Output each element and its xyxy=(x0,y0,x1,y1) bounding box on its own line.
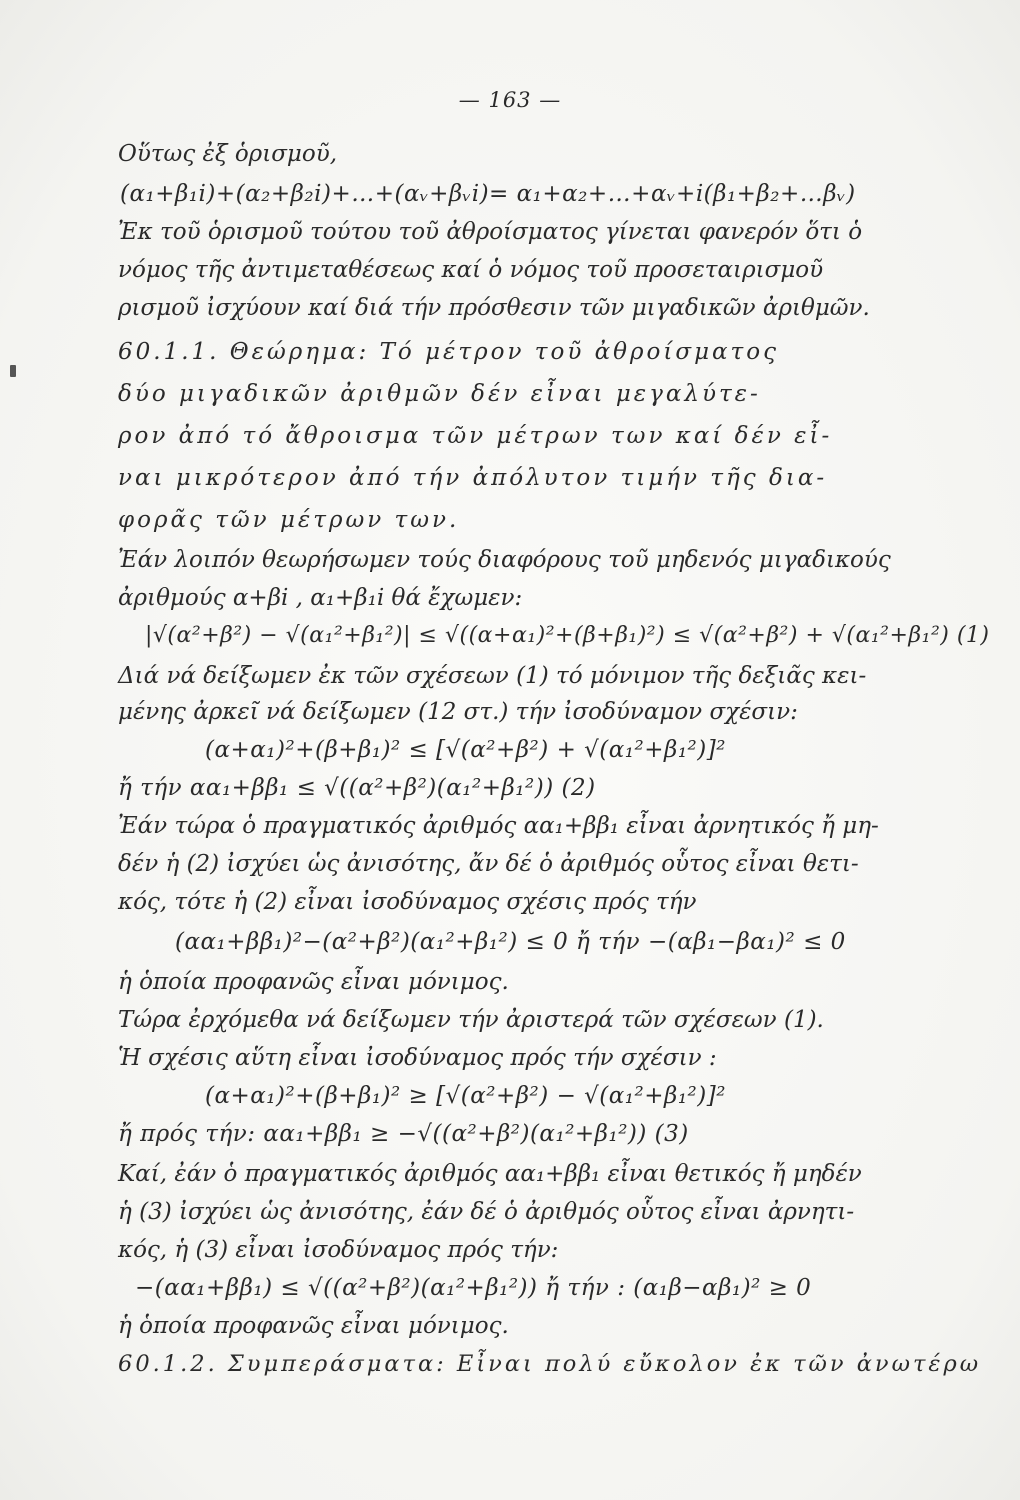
text-line-29: κός, ἡ (3) εἶναι ἰσοδύναμος πρός τήν: xyxy=(118,1237,559,1263)
text-line-18: Ἐάν τώρα ὁ πραγματικός ἀριθμός αα₁+ββ₁ εἶναι ἀρνητικός ἤ μη- xyxy=(118,813,879,839)
theorem-heading: 60.1.1. Θεώρημα: Τό μέτρον τοῦ ἀθροίσματος xyxy=(118,339,780,365)
equation-sum-definition: (α₁+β₁i)+(α₂+β₂i)+…+(αᵥ+βᵥi)= α₁+α₂+…+αᵥ+i(β₁+β₂+…βᵥ) xyxy=(120,181,856,207)
equation-equivalent-left: (α+α₁)²+(β+β₁)² ≥ [√(α²+β²) − √(α₁²+β₁²)]² xyxy=(205,1083,726,1109)
text-line-4: νόμος τῆς ἀντιμεταθέσεως καί ὁ νόμος τοῦ προσεταιρισμοῦ xyxy=(118,257,824,283)
text-line-12: ἀριθμούς α+βi , α₁+β₁i θά ἔχωμεν: xyxy=(118,585,523,611)
text-line-24: Ἡ σχέσις αὕτη εἶναι ἰσοδύναμος πρός τήν σχέσιν : xyxy=(118,1045,717,1071)
equation-2: ἤ τήν αα₁+ββ₁ ≤ √((α²+β²)(α₁²+β₁²)) (2) xyxy=(118,775,596,801)
theorem-line-4: ναι μικρότερον ἀπό τήν ἀπόλυτον τιμήν τῆς δια- xyxy=(118,465,828,491)
theorem-line-2: δύο μιγαδικῶν ἀριθμῶν δέν εἶναι μεγαλύτε- xyxy=(118,381,761,407)
text-line-23: Τώρα ἐρχόμεθα νά δείξωμεν τήν ἀριστερά τῶν σχέσεων (1). xyxy=(118,1007,824,1033)
text-line-27: Καί, ἐάν ὁ πραγματικός ἀριθμός αα₁+ββ₁ εἶναι θετικός ἤ μηδέν xyxy=(118,1161,862,1187)
theorem-line-5: φορᾶς τῶν μέτρων των. xyxy=(118,507,460,533)
text-line-19: δέν ἡ (2) ἰσχύει ὡς ἀνισότης, ἄν δέ ὁ ἀριθμός οὗτος εἶναι θετι- xyxy=(118,851,859,877)
text-line-5: ρισμοῦ ἰσχύουν καί διά τήν πρόσθεσιν τῶν μιγαδικῶν ἀριθμῶν. xyxy=(118,295,870,321)
text-line-28: ἡ (3) ἰσχύει ὡς ἀνισότης, ἐάν δέ ὁ ἀριθμός οὗτος εἶναι ἀρνητι- xyxy=(118,1199,855,1225)
equation-expanded-3: −(αα₁+ββ₁) ≤ √((α²+β²)(α₁²+β₁²)) ἤ τήν : (α₁β−αβ₁)² ≥ 0 xyxy=(135,1275,812,1301)
conclusions-heading: 60.1.2. Συμπεράσματα: Εἶναι πολύ εὔκολον ἐκ τῶν ἀνωτέρω xyxy=(118,1351,982,1377)
equation-1: |√(α²+β²) − √(α₁²+β₁²)| ≤ √((α+α₁)²+(β+β₁)²) ≤ √(α²+β²) + √(α₁²+β₁²) (1) xyxy=(145,623,990,648)
text-line-31: ἡ ὁποία προφανῶς εἶναι μόνιμος. xyxy=(118,1313,509,1339)
text-line-14: Διά νά δείξωμεν ἐκ τῶν σχέσεων (1) τό μόνιμον τῆς δεξιᾶς κει- xyxy=(118,663,867,689)
text-line-20: κός, τότε ἡ (2) εἶναι ἰσοδύναμος σχέσις πρός τήν xyxy=(118,889,697,915)
text-line-3: Ἐκ τοῦ ὁρισμοῦ τούτου τοῦ ἀθροίσματος γίνεται φανερόν ὅτι ὁ xyxy=(118,219,863,245)
equation-equivalent-right: (α+α₁)²+(β+β₁)² ≤ [√(α²+β²) + √(α₁²+β₁²)]² xyxy=(205,737,726,763)
theorem-line-3: ρον ἀπό τό ἄθροισμα τῶν μέτρων των καί δέν εἶ- xyxy=(118,423,833,449)
equation-expanded-2: (αα₁+ββ₁)²−(α²+β²)(α₁²+β₁²) ≤ 0 ἤ τήν −(αβ₁−βα₁)² ≤ 0 xyxy=(175,929,846,955)
text-line-1: Οὕτως ἐξ ὁρισμοῦ, xyxy=(118,141,338,167)
text-line-22: ἡ ὁποία προφανῶς εἶναι μόνιμος. xyxy=(118,969,509,995)
page-number: — 163 — xyxy=(458,88,562,112)
equation-3: ἤ πρός τήν: αα₁+ββ₁ ≥ −√((α²+β²)(α₁²+β₁²)) (3) xyxy=(118,1121,689,1147)
margin-mark xyxy=(10,365,16,377)
text-line-11: Ἐάν λοιπόν θεωρήσωμεν τούς διαφόρους τοῦ μηδενός μιγαδικούς xyxy=(118,547,891,573)
text-line-15: μένης ἀρκεῖ νά δείξωμεν (12 στ.) τήν ἰσοδύναμον σχέσιν: xyxy=(118,699,798,725)
